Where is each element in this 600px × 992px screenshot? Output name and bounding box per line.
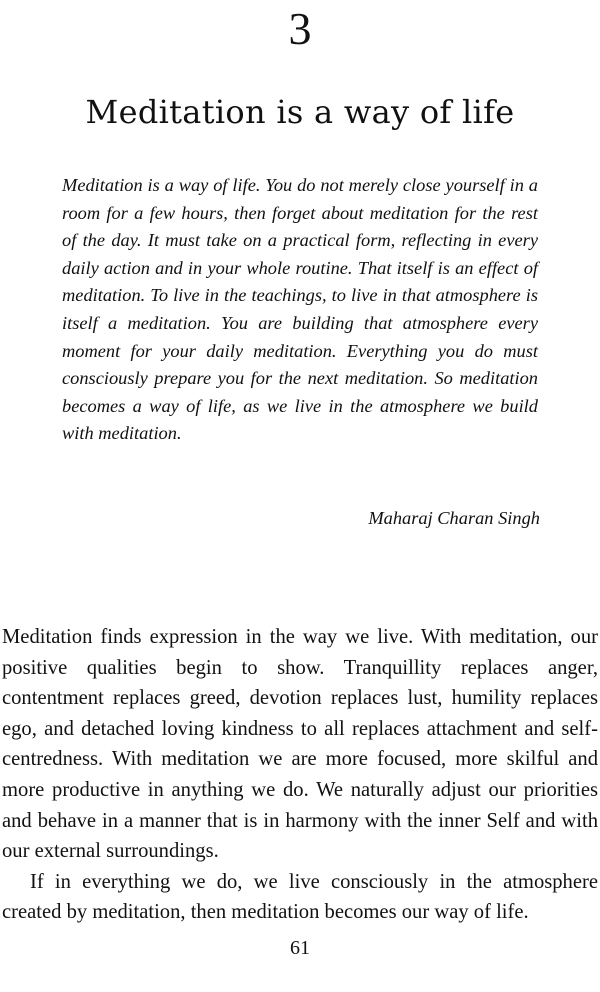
body-paragraph: If in everything we do, we live consciously in the atmosphere created by meditation, then meditation becomes our way of life. <box>2 870 598 924</box>
chapter-number: 3 <box>288 3 312 54</box>
epigraph-attribution: Maharaj Charan Singh <box>368 508 540 528</box>
body-paragraph: Meditation finds expression in the way we live. With meditation, our positive qualities begin to show. Tranquillity replaces anger, contentment replaces greed, devotion replaces lust, humility replaces ego, and detached loving kindness to all replaces attachment and self-centredness. With meditation we are more focused, more skilful and more productive in anything we do. We naturally adjust our priorities and behave in a manner that is in harmony with the inner Self and with our external surroundings. <box>2 626 598 863</box>
body-text <box>2 622 598 928</box>
page-number: 61 <box>290 937 310 959</box>
epigraph-text: Meditation is a way of life. You do not merely close yourself in a room for a few hours, then forget about meditation for the rest of the day. It must take on a practical form, reflecting in every daily action and in your whole routine. That itself is an effect of meditation. To live in the teachings, to live in that atmosphere is itself a meditation. You are building that atmosphere every moment for your daily meditation. Everything you do must consciously prepare you for the next meditation. So meditation becomes a way of life, as we live in the atmosphere we build with meditation. <box>62 175 538 444</box>
epigraph-quote <box>62 172 538 448</box>
chapter-title: Meditation is a way of life <box>85 93 515 131</box>
